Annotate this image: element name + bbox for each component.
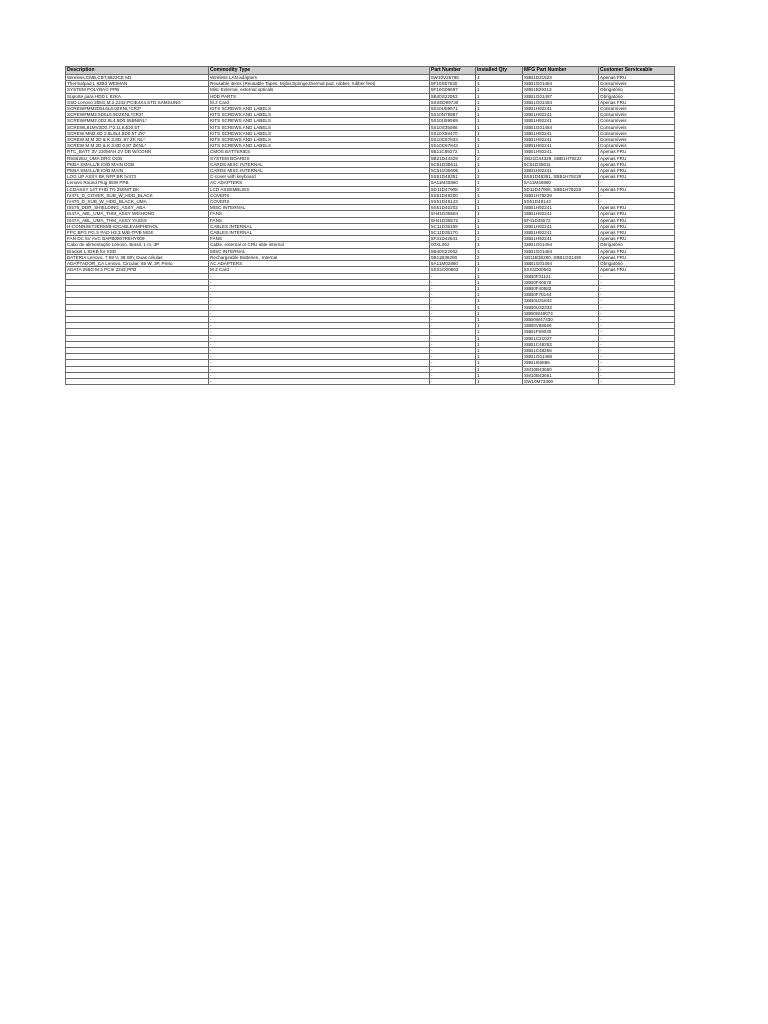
mfg-part-number-cell: SBB0F40578 — [523, 279, 599, 285]
commodity-type-cell: CMOS BATTERIES — [209, 149, 430, 155]
description-cell: BATERIA Lenovo, 7.68 V, 38 Wh, Duas células — [66, 254, 209, 260]
installed-qty-cell: 1 — [476, 124, 523, 130]
installed-qty-cell: 1 — [476, 99, 523, 105]
description-cell: H-CONNSET2ERM/B-IOCABLEAMPHENOL — [66, 223, 209, 229]
description-cell: FAN DC 5V AVC BAPB0807R5HY009 — [66, 236, 209, 242]
commodity-type-cell: KITS SCREWS AND LABELS — [209, 143, 430, 149]
customer-serviceable-cell: Apenas FRU — [599, 149, 675, 155]
mfg-part-number-cell: 5A11M40860 — [523, 180, 599, 186]
commodity-type-cell: - — [209, 378, 430, 384]
mfg-part-number-cell: SBB1H92241 — [523, 130, 599, 136]
commodity-type-cell: - — [209, 304, 430, 310]
description-cell: RTC_BATT 3V 220MAH 2V DB W/CONN — [66, 149, 209, 155]
description-cell: IV471_D_COVER_SUB_W_HDD_BLACK — [66, 192, 209, 198]
mfg-part-number-cell: 5SS1D00662 — [523, 267, 599, 273]
mfg-part-number-cell: SBB1G01487 — [523, 93, 599, 99]
customer-serviceable-cell: Apenas FRU — [599, 217, 675, 223]
mfg-part-number-cell: SBB0F40583 — [523, 285, 599, 291]
part-number-cell: 5A11M02860 — [430, 261, 476, 267]
mfg-part-number-cell: SBB1G01484 — [523, 99, 599, 105]
customer-serviceable-cell: - — [599, 360, 675, 366]
part-number-cell: 5SS0D99730 — [430, 99, 476, 105]
customer-serviceable-cell: - — [599, 273, 675, 279]
commodity-type-cell: AC ADAPTERS — [209, 261, 430, 267]
commodity-type-cell: - — [209, 273, 430, 279]
installed-qty-cell: 1 — [476, 211, 523, 217]
customer-serviceable-cell: Apenas FRU — [599, 168, 675, 174]
part-number-cell: 5B40S22052 — [430, 248, 476, 254]
customer-serviceable-cell: Apenas FRU — [599, 211, 675, 217]
installed-qty-cell: 1 — [476, 180, 523, 186]
part-number-cell: 5S10C67833 — [430, 137, 476, 143]
part-number-cell: 5F10S57630 — [430, 81, 476, 87]
part-number-cell: 5W10V25795 — [430, 75, 476, 81]
header-customer-serviceable: Customer Serviceable — [599, 67, 675, 75]
commodity-type-cell: KITS SCREWS AND LABELS — [209, 124, 430, 130]
part-number-cell: - — [430, 304, 476, 310]
commodity-type-cell: - — [209, 329, 430, 335]
installed-qty-cell: 1 — [476, 223, 523, 229]
installed-qty-cell: 1 — [476, 341, 523, 347]
mfg-part-number-cell: SBB1H92241 — [523, 211, 599, 217]
header-commodity-type: Commodity Type — [209, 67, 430, 75]
installed-qty-cell: 1 — [476, 149, 523, 155]
description-cell: R5S625U_UMA DRG DGB — [66, 155, 209, 161]
installed-qty-cell: 1 — [476, 273, 523, 279]
part-number-cell: 5S10N78987 — [430, 112, 476, 118]
installed-qty-cell: 1 — [476, 236, 523, 242]
customer-serviceable-cell: Consumíveis — [599, 143, 675, 149]
customer-serviceable-cell: Apenas FRU — [599, 223, 675, 229]
header-row — [66, 67, 675, 75]
mfg-part-number-cell: SBB1C48253 — [523, 341, 599, 347]
installed-qty-cell: 1 — [476, 192, 523, 198]
description-cell: FPC BFG PG.S PAD H3.3 M/B-TP/B MGE — [66, 230, 209, 236]
part-number-cell: - — [430, 372, 476, 378]
header-installed-qty: Installed Qty — [476, 67, 523, 75]
mfg-part-number-cell: SBB1C48255 — [523, 347, 599, 353]
part-number-cell: - — [430, 292, 476, 298]
customer-serviceable-cell: - — [599, 310, 675, 316]
installed-qty-cell: 1 — [476, 366, 523, 372]
commodity-type-cell: - — [209, 310, 430, 316]
mfg-part-number-cell: SBB1G01484 — [523, 124, 599, 130]
installed-qty-cell: 1 — [476, 242, 523, 248]
installed-qty-cell: 1 — [476, 81, 523, 87]
installed-qty-cell: 1 — [476, 199, 523, 205]
part-number-cell: 5S10S35086 — [430, 124, 476, 130]
part-number-cell: - — [430, 360, 476, 366]
mfg-part-number-cell: 5S51D48143 — [523, 199, 599, 205]
description-cell: ADAPTADOR_CA Lenovo, Circular, 65 W, 3P, Preto — [66, 261, 209, 267]
part-number-cell: 5B40S22053 — [430, 93, 476, 99]
description-cell: IS47A_ABL_UMA_THM_ASSY YASSS — [66, 217, 209, 223]
customer-serviceable-cell: - — [599, 304, 675, 310]
commodity-type-cell: M.2 Card — [209, 99, 430, 105]
description-cell: PEBA SMALL/B IO/B MAIN — [66, 168, 209, 174]
mfg-part-number-cell: SBB1H92241 — [523, 106, 599, 112]
description-cell: IS47A_ABL_UMA_THM_ASSY WEIHONG — [66, 211, 209, 217]
mfg-part-number-cell: SB21D44329, SBB1H79222 — [523, 155, 599, 161]
commodity-type-cell: M.2 Card — [209, 267, 430, 273]
commodity-type-cell: - — [209, 366, 430, 372]
commodity-type-cell: MISC INTERNAL — [209, 248, 430, 254]
part-number-cell: - — [430, 329, 476, 335]
commodity-type-cell: SYSTEM BOARDS — [209, 155, 430, 161]
customer-serviceable-cell: Apenas FRU — [599, 75, 675, 81]
customer-serviceable-cell: - — [599, 347, 675, 353]
installed-qty-cell: 1 — [476, 161, 523, 167]
customer-serviceable-cell: Consumíveis — [599, 130, 675, 136]
part-number-cell: - — [430, 310, 476, 316]
description-cell — [66, 378, 209, 384]
commodity-type-cell: C-cover with keyboard — [209, 174, 430, 180]
commodity-type-cell: - — [209, 316, 430, 322]
customer-serviceable-cell: Obrigatório — [599, 242, 675, 248]
part-number-cell: - — [430, 323, 476, 329]
installed-qty-cell: 2 — [476, 174, 523, 180]
description-cell: SCREW#MM2.5D5L5.5DZKNL*CR3* — [66, 112, 209, 118]
description-cell: SCREW MM2.0D 2.5L9L4.5D0.5T ZK* — [66, 130, 209, 136]
mfg-part-number-cell: SBB1F59030 — [523, 329, 599, 335]
mfg-part-number-cell: SBB1H92241 — [523, 168, 599, 174]
customer-serviceable-cell: - — [599, 378, 675, 384]
commodity-type-cell: FANS — [209, 236, 430, 242]
commodity-type-cell: KITS SCREWS AND LABELS — [209, 106, 430, 112]
mfg-part-number-cell: SM10B43661 — [523, 372, 599, 378]
installed-qty-cell: 1 — [476, 217, 523, 223]
commodity-type-cell: AC ADAPTERS — [209, 180, 430, 186]
customer-serviceable-cell: Apenas FRU — [599, 254, 675, 260]
installed-qty-cell: 1 — [476, 372, 523, 378]
part-number-cell: - — [430, 298, 476, 304]
installed-qty-cell: 1 — [476, 279, 523, 285]
header-part-number: Part Number — [430, 67, 476, 75]
installed-qty-cell: 1 — [476, 304, 523, 310]
commodity-type-cell: Misc External, external opticals — [209, 87, 430, 93]
installed-qty-cell: 1 — [476, 143, 523, 149]
mfg-part-number-cell: SBB1H92241 — [523, 205, 599, 211]
mfg-part-number-cell: SBB1C21027 — [523, 335, 599, 341]
mfg-part-number-cell: SBB0W49074 — [523, 310, 599, 316]
part-number-cell: - — [430, 316, 476, 322]
mfg-part-number-cell: SBB1G01484 — [523, 248, 599, 254]
customer-serviceable-cell: - — [599, 292, 675, 298]
part-number-cell: 5C11D35170 — [430, 230, 476, 236]
part-number-cell: 5S10X59470 — [430, 130, 476, 136]
customer-serviceable-cell: - — [599, 316, 675, 322]
installed-qty-cell: 1 — [476, 130, 523, 136]
installed-qty-cell: 1 — [476, 378, 523, 384]
part-number-cell: 5C51D35611 — [430, 161, 476, 167]
part-number-cell: 5S51D48143 — [430, 199, 476, 205]
mfg-part-number-cell: SBB0U32333 — [523, 304, 599, 310]
customer-serviceable-cell: Apenas FRU — [599, 267, 675, 273]
customer-serviceable-cell: Apenas FRU — [599, 248, 675, 254]
commodity-type-cell: FANS — [209, 211, 430, 217]
commodity-type-cell: MISC INTERNAL — [209, 205, 430, 211]
commodity-type-cell: KITS SCREWS AND LABELS — [209, 118, 430, 124]
commodity-type-cell: - — [209, 323, 430, 329]
description-cell: SCREW M M 2D & K 3.8D 0.87 ZKNL* — [66, 143, 209, 149]
part-number-cell: - — [430, 335, 476, 341]
description-cell: Cabo de alimentação Lenovo, Brasil, 1 m, 3P — [66, 242, 209, 248]
customer-serviceable-cell: Obrigatório — [599, 87, 675, 93]
installed-qty-cell: 1 — [476, 316, 523, 322]
description-cell: SCREW M M 2D & K 3.8D .87 ZK NL* — [66, 137, 209, 143]
mfg-part-number-cell: SBB1D21523 — [523, 75, 599, 81]
part-number-cell: 5H41D35564 — [430, 211, 476, 217]
installed-qty-cell: 1 — [476, 248, 523, 254]
mfg-part-number-cell: SBB1G01494 — [523, 261, 599, 267]
description-cell: PEBA SMALL/B IO/B MAIN DGB — [66, 161, 209, 167]
installed-qty-cell: 1 — [476, 112, 523, 118]
installed-qty-cell: 1 — [476, 87, 523, 93]
customer-serviceable-cell: - — [599, 335, 675, 341]
part-number-cell: 5S61D40202 — [430, 205, 476, 211]
customer-serviceable-cell: Apenas FRU — [599, 205, 675, 211]
commodity-type-cell: Reusable items (Reusable Tapes, Mylar,Sponge,thermal pad, rubber, rubber feet) — [209, 81, 430, 87]
installed-qty-cell: 1 — [476, 329, 523, 335]
installed-qty-cell: 1 — [476, 292, 523, 298]
mfg-part-number-cell: SBB1G01494 — [523, 242, 599, 248]
installed-qty-cell: 1 — [476, 298, 523, 304]
customer-serviceable-cell: Apenas FRU — [599, 161, 675, 167]
mfg-part-number-cell: SBB1H79229 — [523, 192, 599, 198]
commodity-type-cell: Cable, external or CRU able internal — [209, 242, 430, 248]
commodity-type-cell: LCD ASSEMBLIES — [209, 186, 430, 192]
description-cell: SSD Lenovo 256G,M.2,2242,PCIE4X4,STD,SAMSUNG — [66, 99, 209, 105]
mfg-part-number-cell: SBB0V88566 — [523, 323, 599, 329]
mfg-part-number-cell: SBB1H92241 — [523, 112, 599, 118]
part-number-cell: 5S10C67843 — [430, 143, 476, 149]
installed-qty-cell: 1 — [476, 267, 523, 273]
description-cell: Suporte para HDD L 82KA — [66, 93, 209, 99]
description-cell: LCDASSY 14T FHD TN 250NIT BK — [66, 186, 209, 192]
part-number-cell: - — [430, 273, 476, 279]
table-row — [66, 378, 675, 384]
commodity-type-cell: - — [209, 354, 430, 360]
part-number-cell: - — [430, 354, 476, 360]
customer-serviceable-cell: - — [599, 279, 675, 285]
parts-table — [65, 66, 675, 385]
installed-qty-cell: 1 — [476, 75, 523, 81]
installed-qty-cell: 1 — [476, 261, 523, 267]
mfg-part-number-cell: SBB0U31842 — [523, 298, 599, 304]
part-number-cell: 5F10G09697 — [430, 87, 476, 93]
header-description: Description — [66, 67, 209, 75]
commodity-type-cell: - — [209, 341, 430, 347]
commodity-type-cell: KITS SCREWS AND LABELS — [209, 130, 430, 136]
commodity-type-cell: - — [209, 292, 430, 298]
customer-serviceable-cell: - — [599, 323, 675, 329]
customer-serviceable-cell: - — [599, 199, 675, 205]
part-number-cell: - — [430, 279, 476, 285]
customer-serviceable-cell: - — [599, 180, 675, 186]
mfg-part-number-cell: SBB1H92241 — [523, 230, 599, 236]
description-cell: Thermalpad L 82B3 WEIMAN — [66, 81, 209, 87]
description-cell: LOG UP ASSY BK NFP BR IV472 — [66, 174, 209, 180]
customer-serviceable-cell: Apenas FRU — [599, 99, 675, 105]
description-cell: IS578_DDR_SHIELDING_ASSY_ABA — [66, 205, 209, 211]
installed-qty-cell: 1 — [476, 168, 523, 174]
mfg-part-number-cell: SBB1H92241 — [523, 223, 599, 229]
installed-qty-cell: 2 — [476, 254, 523, 260]
part-number-cell: 5B11B36280 — [430, 254, 476, 260]
part-number-cell: 00XL062 — [430, 242, 476, 248]
part-number-cell: - — [430, 378, 476, 384]
commodity-type-cell: - — [209, 347, 430, 353]
installed-qty-cell: 1 — [476, 205, 523, 211]
customer-serviceable-cell: - — [599, 285, 675, 291]
mfg-part-number-cell: SBB1H92241 — [523, 149, 599, 155]
part-number-cell: - — [430, 366, 476, 372]
installed-qty-cell: 1 — [476, 335, 523, 341]
part-number-cell: 5S10U59571 — [430, 106, 476, 112]
commodity-type-cell: - — [209, 372, 430, 378]
description-cell: IV470_D_SUB_W_HDD_BLACK_UMA — [66, 199, 209, 205]
mfg-part-number-cell: 5F41D35572 — [523, 217, 599, 223]
part-number-cell: - — [430, 285, 476, 291]
customer-serviceable-cell: - — [599, 372, 675, 378]
installed-qty-cell: 1 — [476, 360, 523, 366]
mfg-part-number-cell: SBB1H92241 — [523, 137, 599, 143]
header-mfg-part-number: MFG Part Number — [523, 67, 599, 75]
mfg-part-number-cell: SM10B43660 — [523, 366, 599, 372]
installed-qty-cell: 1 — [476, 137, 523, 143]
mfg-part-number-cell: SBB0W47430 — [523, 316, 599, 322]
installed-qty-cell: 1 — [476, 310, 523, 316]
customer-serviceable-cell: Obrigatório — [599, 93, 675, 99]
mfg-part-number-cell: SBB1H92241 — [523, 118, 599, 124]
part-number-cell: 5S10U59569 — [430, 118, 476, 124]
commodity-type-cell: - — [209, 335, 430, 341]
installed-qty-cell: 1 — [476, 347, 523, 353]
mfg-part-number-cell: SW10M73300 — [523, 378, 599, 384]
description-cell: SYSTEM POLYBAG PPB — [66, 87, 209, 93]
customer-serviceable-cell: Consumíveis — [599, 81, 675, 87]
installed-qty-cell: 1 — [476, 106, 523, 112]
customer-serviceable-cell: - — [599, 366, 675, 372]
commodity-type-cell: CARDS MISC INTERNAL — [209, 161, 430, 167]
mfg-part-number-cell: SBB1I55886 — [523, 360, 599, 366]
customer-serviceable-cell: Apenas FRU — [599, 230, 675, 236]
installed-qty-cell: 1 — [476, 118, 523, 124]
mfg-part-number-cell: SBB1H92241 — [523, 143, 599, 149]
customer-serviceable-cell: Obrigatório — [599, 261, 675, 267]
customer-serviceable-cell: Apenas FRU — [599, 236, 675, 242]
part-number-cell: - — [430, 347, 476, 353]
installed-qty-cell: 1 — [476, 323, 523, 329]
commodity-type-cell: KITS SCREWS AND LABELS — [209, 137, 430, 143]
part-number-cell: 5C51D35606 — [430, 168, 476, 174]
customer-serviceable-cell: - — [599, 354, 675, 360]
customer-serviceable-cell: Consumíveis — [599, 106, 675, 112]
customer-serviceable-cell: Apenas FRU — [599, 174, 675, 180]
part-number-cell: 5D11D47908 — [430, 186, 476, 192]
part-number-cell: 5B21D44329 — [430, 155, 476, 161]
description-cell: SCREW#MM2D5L6L6.0ZKNL*CR3* — [66, 106, 209, 112]
part-number-cell: 5H41D35572 — [430, 217, 476, 223]
customer-serviceable-cell: Consumíveis — [599, 112, 675, 118]
installed-qty-cell: 1 — [476, 285, 523, 291]
installed-qty-cell: 1 — [476, 354, 523, 360]
part-number-cell: 5S51D48200 — [430, 192, 476, 198]
customer-serviceable-cell: Consumíveis — [599, 118, 675, 124]
description-cell: ADATA 256G M.2 PCIe 2242 PPB — [66, 267, 209, 273]
description-cell: SCREWL81MV2D0.7*2.1LK4D0.5T — [66, 124, 209, 130]
part-number-cell: 5S51D48351 — [430, 174, 476, 180]
part-number-cell: 5C11D35159 — [430, 223, 476, 229]
installed-qty-cell: 1 — [476, 93, 523, 99]
part-number-cell: 5B11C89272 — [430, 149, 476, 155]
mfg-part-number-cell: 5C51D35611 — [523, 161, 599, 167]
mfg-part-number-cell: SB11B36280, SBB1G01490 — [523, 254, 599, 260]
commodity-type-cell: COVERS — [209, 192, 430, 198]
mfg-part-number-cell: SBB1G01488 — [523, 354, 599, 360]
commodity-type-cell: - — [209, 279, 430, 285]
commodity-type-cell: Rechargeable Batteries , Internal — [209, 254, 430, 260]
commodity-type-cell: CABLES INTERNAL — [209, 230, 430, 236]
description-cell: SCREW#MM2.0D2.8L4.5D0.55BNINL* — [66, 118, 209, 124]
mfg-part-number-cell: 5D11D47908, SBB1H79226 — [523, 186, 599, 192]
commodity-type-cell: COVERS — [209, 199, 430, 205]
mfg-part-number-cell: 5S51D48351, SBB1H79228 — [523, 174, 599, 180]
mfg-part-number-cell: SBB1G01484 — [523, 81, 599, 87]
description-cell: Wireless,CMB,CBT,8822CE M2 — [66, 75, 209, 81]
customer-serviceable-cell: Apenas FRU — [599, 155, 675, 161]
part-number-cell: - — [430, 341, 476, 347]
mfg-part-number-cell: SBB1B29313 — [523, 87, 599, 93]
part-number-cell: 5A11M40860 — [430, 180, 476, 186]
commodity-type-cell: KITS SCREWS AND LABELS — [209, 112, 430, 118]
table-body — [66, 75, 675, 385]
part-number-cell: 5SS1D00663 — [430, 267, 476, 273]
customer-serviceable-cell: Consumíveis — [599, 124, 675, 130]
customer-serviceable-cell: - — [599, 192, 675, 198]
commodity-type-cell: HDD PARTS — [209, 93, 430, 99]
mfg-part-number-cell: SBB0F78144 — [523, 292, 599, 298]
description-cell: Bracket L 82KB for SSD — [66, 248, 209, 254]
commodity-type-cell: - — [209, 285, 430, 291]
customer-serviceable-cell: Consumíveis — [599, 137, 675, 143]
customer-serviceable-cell: - — [599, 329, 675, 335]
description-cell: Lenovo Round Plug 65W PPB — [66, 180, 209, 186]
commodity-type-cell: Wireless LAN adapters — [209, 75, 430, 81]
customer-serviceable-cell: - — [599, 341, 675, 347]
commodity-type-cell: - — [209, 360, 430, 366]
commodity-type-cell: CABLES INTERNAL — [209, 223, 430, 229]
part-number-cell: 5F31D42641 — [430, 236, 476, 242]
commodity-type-cell: FANS — [209, 217, 430, 223]
installed-qty-cell: 2 — [476, 155, 523, 161]
installed-qty-cell: 1 — [476, 230, 523, 236]
customer-serviceable-cell: Apenas FRU — [599, 186, 675, 192]
commodity-type-cell: - — [209, 298, 430, 304]
installed-qty-cell: 2 — [476, 186, 523, 192]
commodity-type-cell: CARDS MISC INTERNAL — [209, 168, 430, 174]
mfg-part-number-cell: SBB0F31121 — [523, 273, 599, 279]
mfg-part-number-cell: SBB1H92241 — [523, 236, 599, 242]
customer-serviceable-cell: - — [599, 298, 675, 304]
